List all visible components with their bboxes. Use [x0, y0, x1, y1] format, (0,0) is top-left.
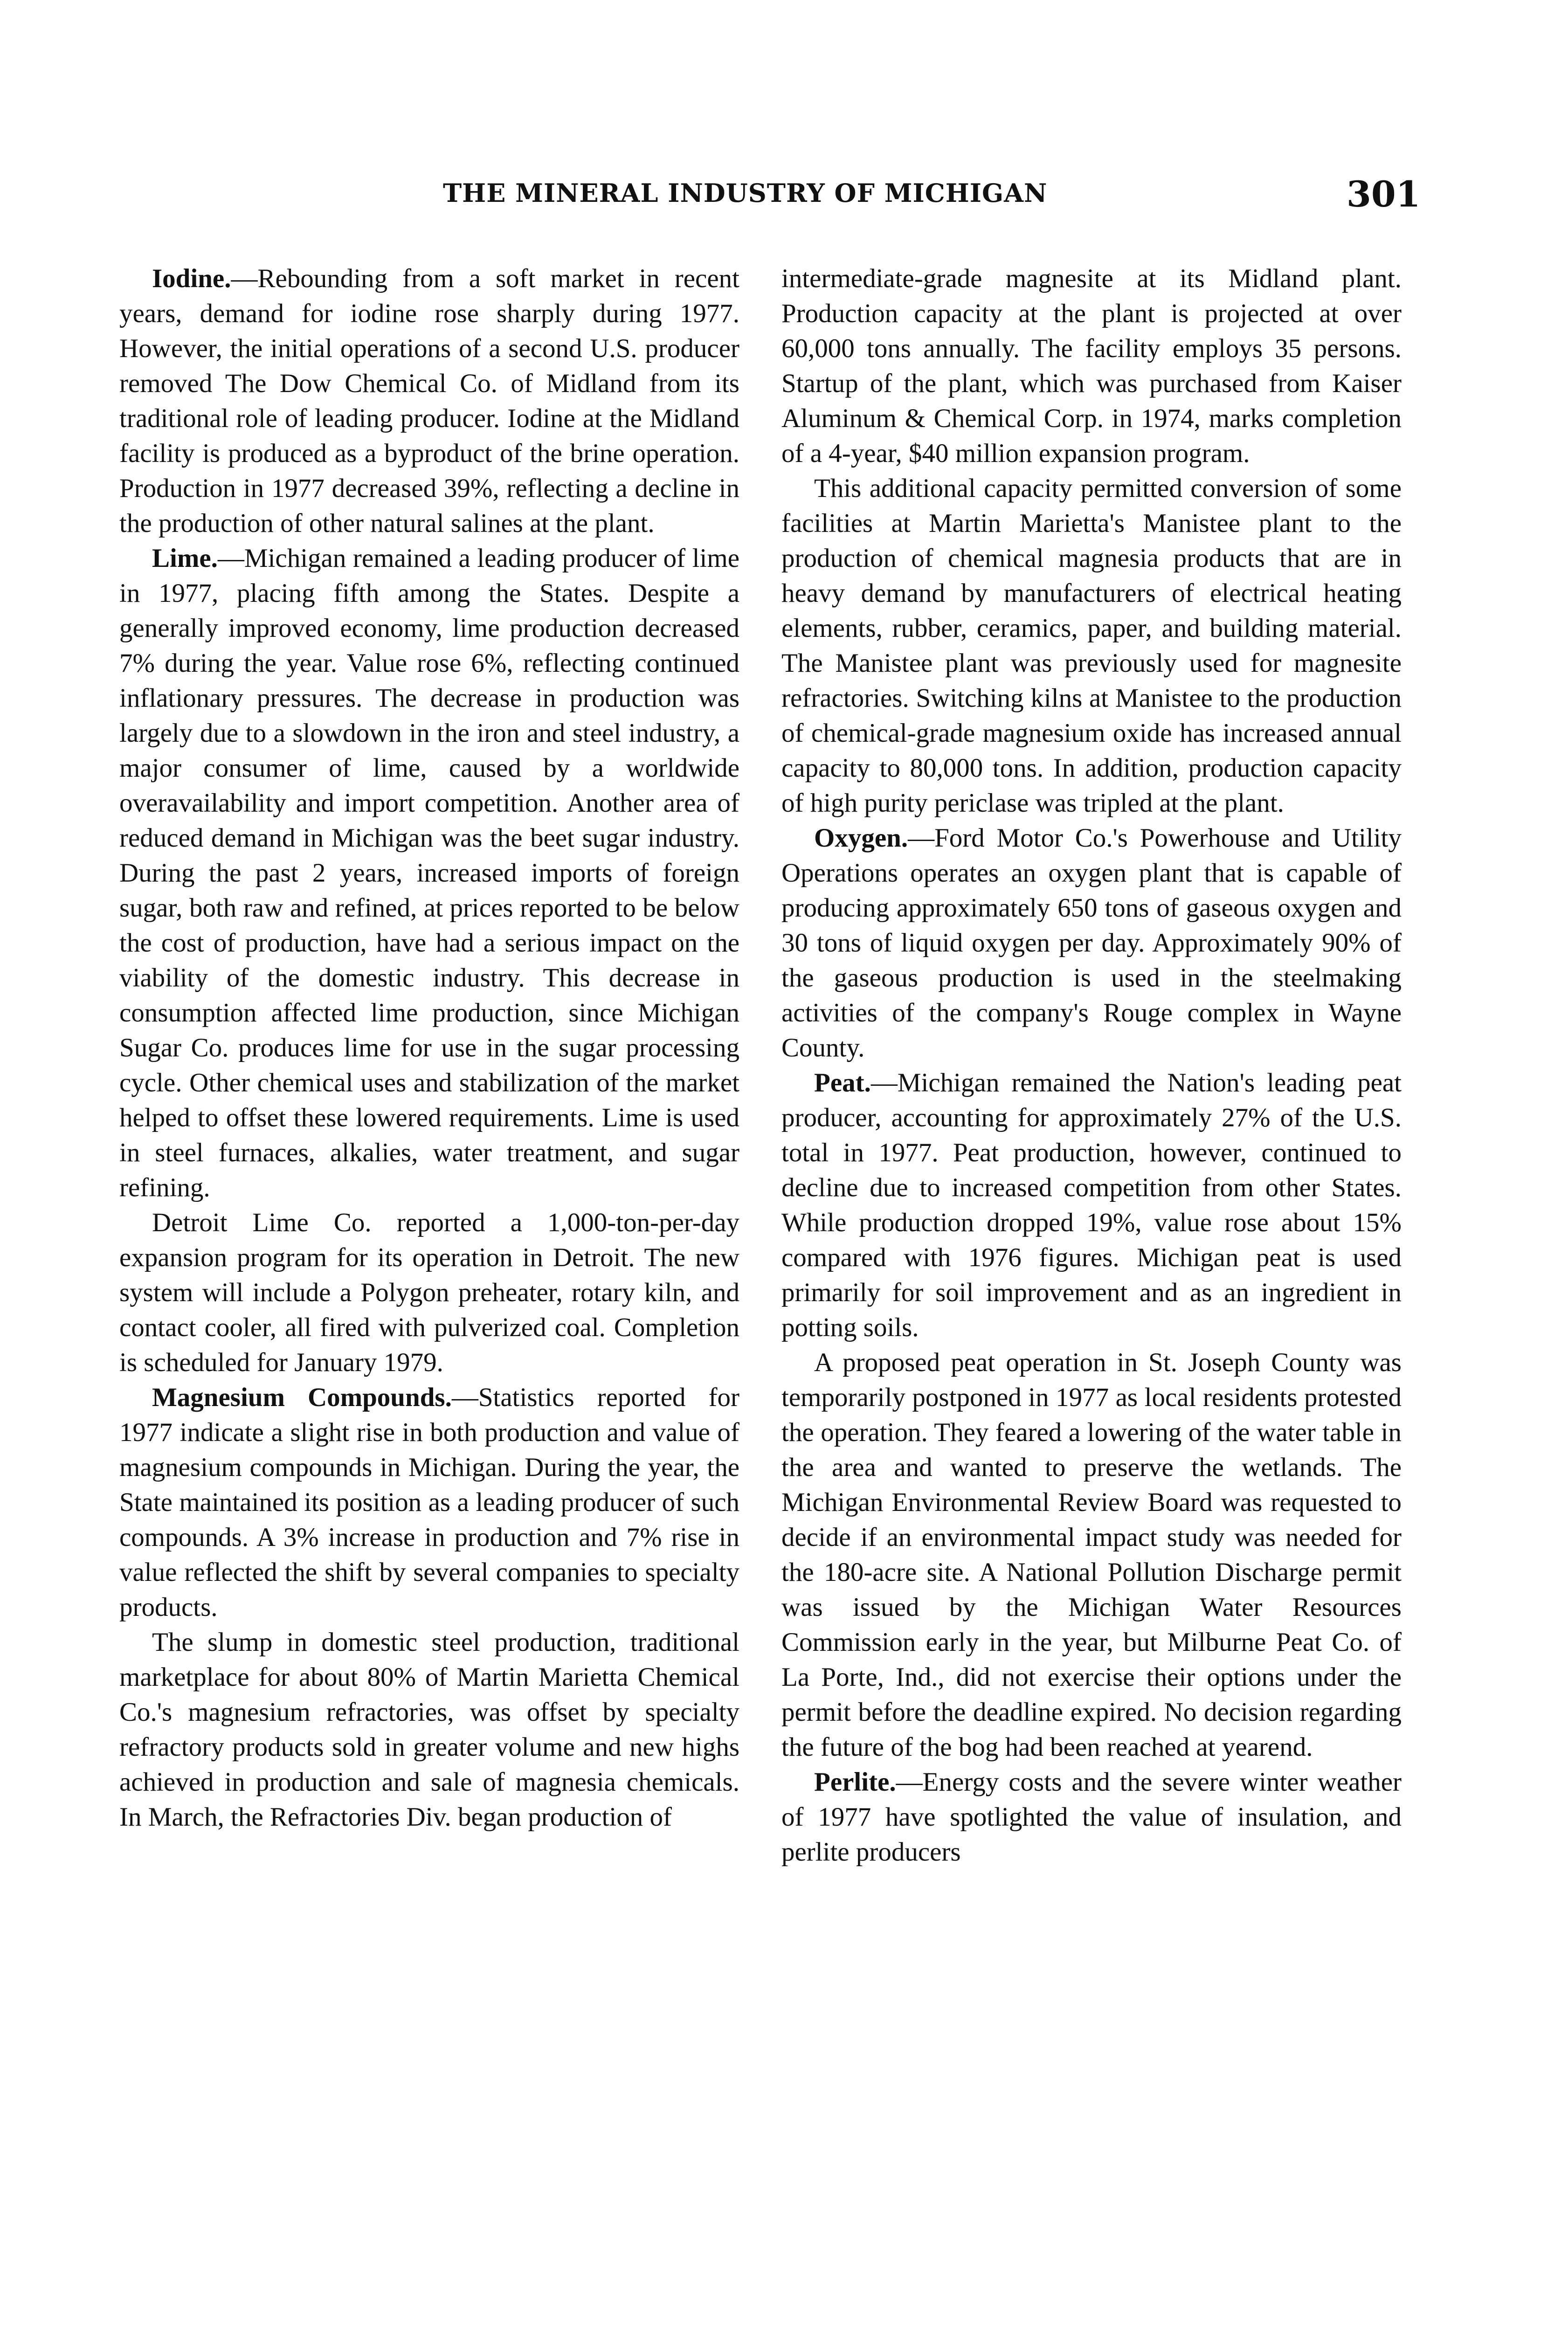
- additional-capacity-paragraph: This additional capacity permitted conversion of some facilities at Martin Marietta's Manistee plant to the production of chemical magnesia products that are in heavy demand by manufacturers of electrical heating elements, rubber, ceramics, paper, and building material. The Manistee plant was previously used for magnesite refractories. Switching kilns at Manistee to the production of chemical-grade magnesium oxide has increased annual capacity to 80,000 tons. In addition, production capacity of high purity periclase was tripled at the plant.: [781, 474, 1402, 818]
- magnesite-continuation-paragraph: intermediate-grade magnesite at its Midland plant. Production capacity at the plant is projected at over 60,000 tons annually. The facility employs 35 persons. Startup of the plant, which was purchased from Kaiser Aluminum & Chemical Corp. in 1974, marks completion of a 4-year, $40 million expansion program.: [781, 264, 1402, 468]
- magnesium-text: —Statistics reported for 1977 indicate a slight rise in both production and value of magnesium compounds in Michigan. During the year, the State maintained its position as a leading producer of such compounds. A 3% increase in production and 7% rise in value reflected the shift by several companies to specialty products.: [119, 1383, 739, 1622]
- oxygen-heading: Oxygen.: [814, 823, 908, 853]
- lime-paragraph: [119, 541, 739, 1205]
- lime-text: —Michigan remained a leading producer of lime in 1977, placing fifth among the States. Despite a generally improved economy, lime production decreased 7% during the year. Value rose 6%, reflecting continued inflationary pressures. The decrease in production was largely due to a slowdown in the iron and steel industry, a major consumer of lime, caused by a worldwide overavailability and import competition. Another area of reduced demand in Michigan was the beet sugar industry. During the past 2 years, increased imports of foreign sugar, both raw and refined, at prices reported to be below the cost of production, have had a serious impact on the viability of the domestic industry. This decrease in consumption affected lime production, since Michigan Sugar Co. produces lime for use in the sugar processing cycle. Other chemical uses and stabilization of the market helped to offset these lowered requirements. Lime is used in steel furnaces, alkalies, water treatment, and sugar refining.: [119, 544, 739, 1202]
- perlite-text: —Energy costs and the severe winter weather of 1977 have spotlighted the value of insulation, and perlite producers: [781, 1767, 1402, 1867]
- magnesium-heading: Magnesium Compounds.: [152, 1383, 452, 1412]
- perlite-heading: Perlite.: [814, 1767, 896, 1797]
- oxygen-text: —Ford Motor Co.'s Powerhouse and Utility Operations operates an oxygen plant that is capable of producing approximately 650 tons of gaseous oxygen and 30 tons of liquid oxygen per day. Approximately 90% of the gaseous production is used in the steelmaking activities of the company's Rouge complex in Wayne County.: [781, 823, 1402, 1062]
- running-title: THE MINERAL INDUSTRY OF MICHIGAN: [443, 178, 1048, 208]
- steel-slump-paragraph: The slump in domestic steel production, traditional marketplace for about 80% of Martin Marietta Chemical Co.'s magnesium refractories, was offset by specialty refractory products sold in greater volume and new highs achieved in production and sale of magnesia chemicals. In March, the Refractories Div. began production of: [119, 1628, 739, 1832]
- iodine-heading: Iodine.: [152, 264, 231, 293]
- page-header: [0, 173, 1568, 215]
- left-column: [119, 261, 739, 2331]
- peat-heading: Peat.: [814, 1068, 871, 1097]
- iodine-text: —Rebounding from a soft market in recent years, demand for iodine rose sharply during 1977. However, the initial operations of a second U.S. producer removed The Dow Chemical Co. of Midland from its traditional role of leading producer. Iodine at the Midland facility is produced as a byproduct of the brine operation. Production in 1977 decreased 39%, reflecting a decline in the production of other natural salines at the plant.: [119, 264, 739, 538]
- peat-text: —Michigan remained the Nation's leading peat producer, accounting for approximately 27% of the U.S. total in 1977. Peat production, however, continued to decline due to increased competition from other States. While production dropped 19%, value rose about 15% compared with 1976 figures. Michigan peat is used primarily for soil improvement and as an ingredient in potting soils.: [781, 1068, 1402, 1342]
- iodine-paragraph: [119, 261, 739, 541]
- oxygen-paragraph: [781, 821, 1402, 1065]
- peat-paragraph: [781, 1065, 1402, 1345]
- perlite-paragraph: [781, 1765, 1402, 1869]
- lime-heading: Lime.: [152, 544, 218, 573]
- peat-proposal-paragraph: A proposed peat operation in St. Joseph County was temporarily postponed in 1977 as local residents protested the operation. They feared a lowering of the water table in the area and wanted to preserve the wetlands. The Michigan Environmental Review Board was requested to decide if an environmental impact study was needed for the 180-acre site. A National Pollution Discharge permit was issued by the Michigan Water Resources Commission early in the year, but Milburne Peat Co. of La Porte, Ind., did not exercise their options under the permit before the deadline expired. No decision regarding the future of the bog had been reached at yearend.: [781, 1348, 1402, 1762]
- page-number: 301: [1347, 173, 1421, 215]
- right-column: [781, 261, 1402, 2331]
- detroit-lime-paragraph: Detroit Lime Co. reported a 1,000-ton-per-day expansion program for its operation in Detroit. The new system will include a Polygon preheater, rotary kiln, and contact cooler, all fired with pulverized coal. Completion is scheduled for January 1979.: [119, 1208, 739, 1377]
- magnesium-paragraph: [119, 1380, 739, 1625]
